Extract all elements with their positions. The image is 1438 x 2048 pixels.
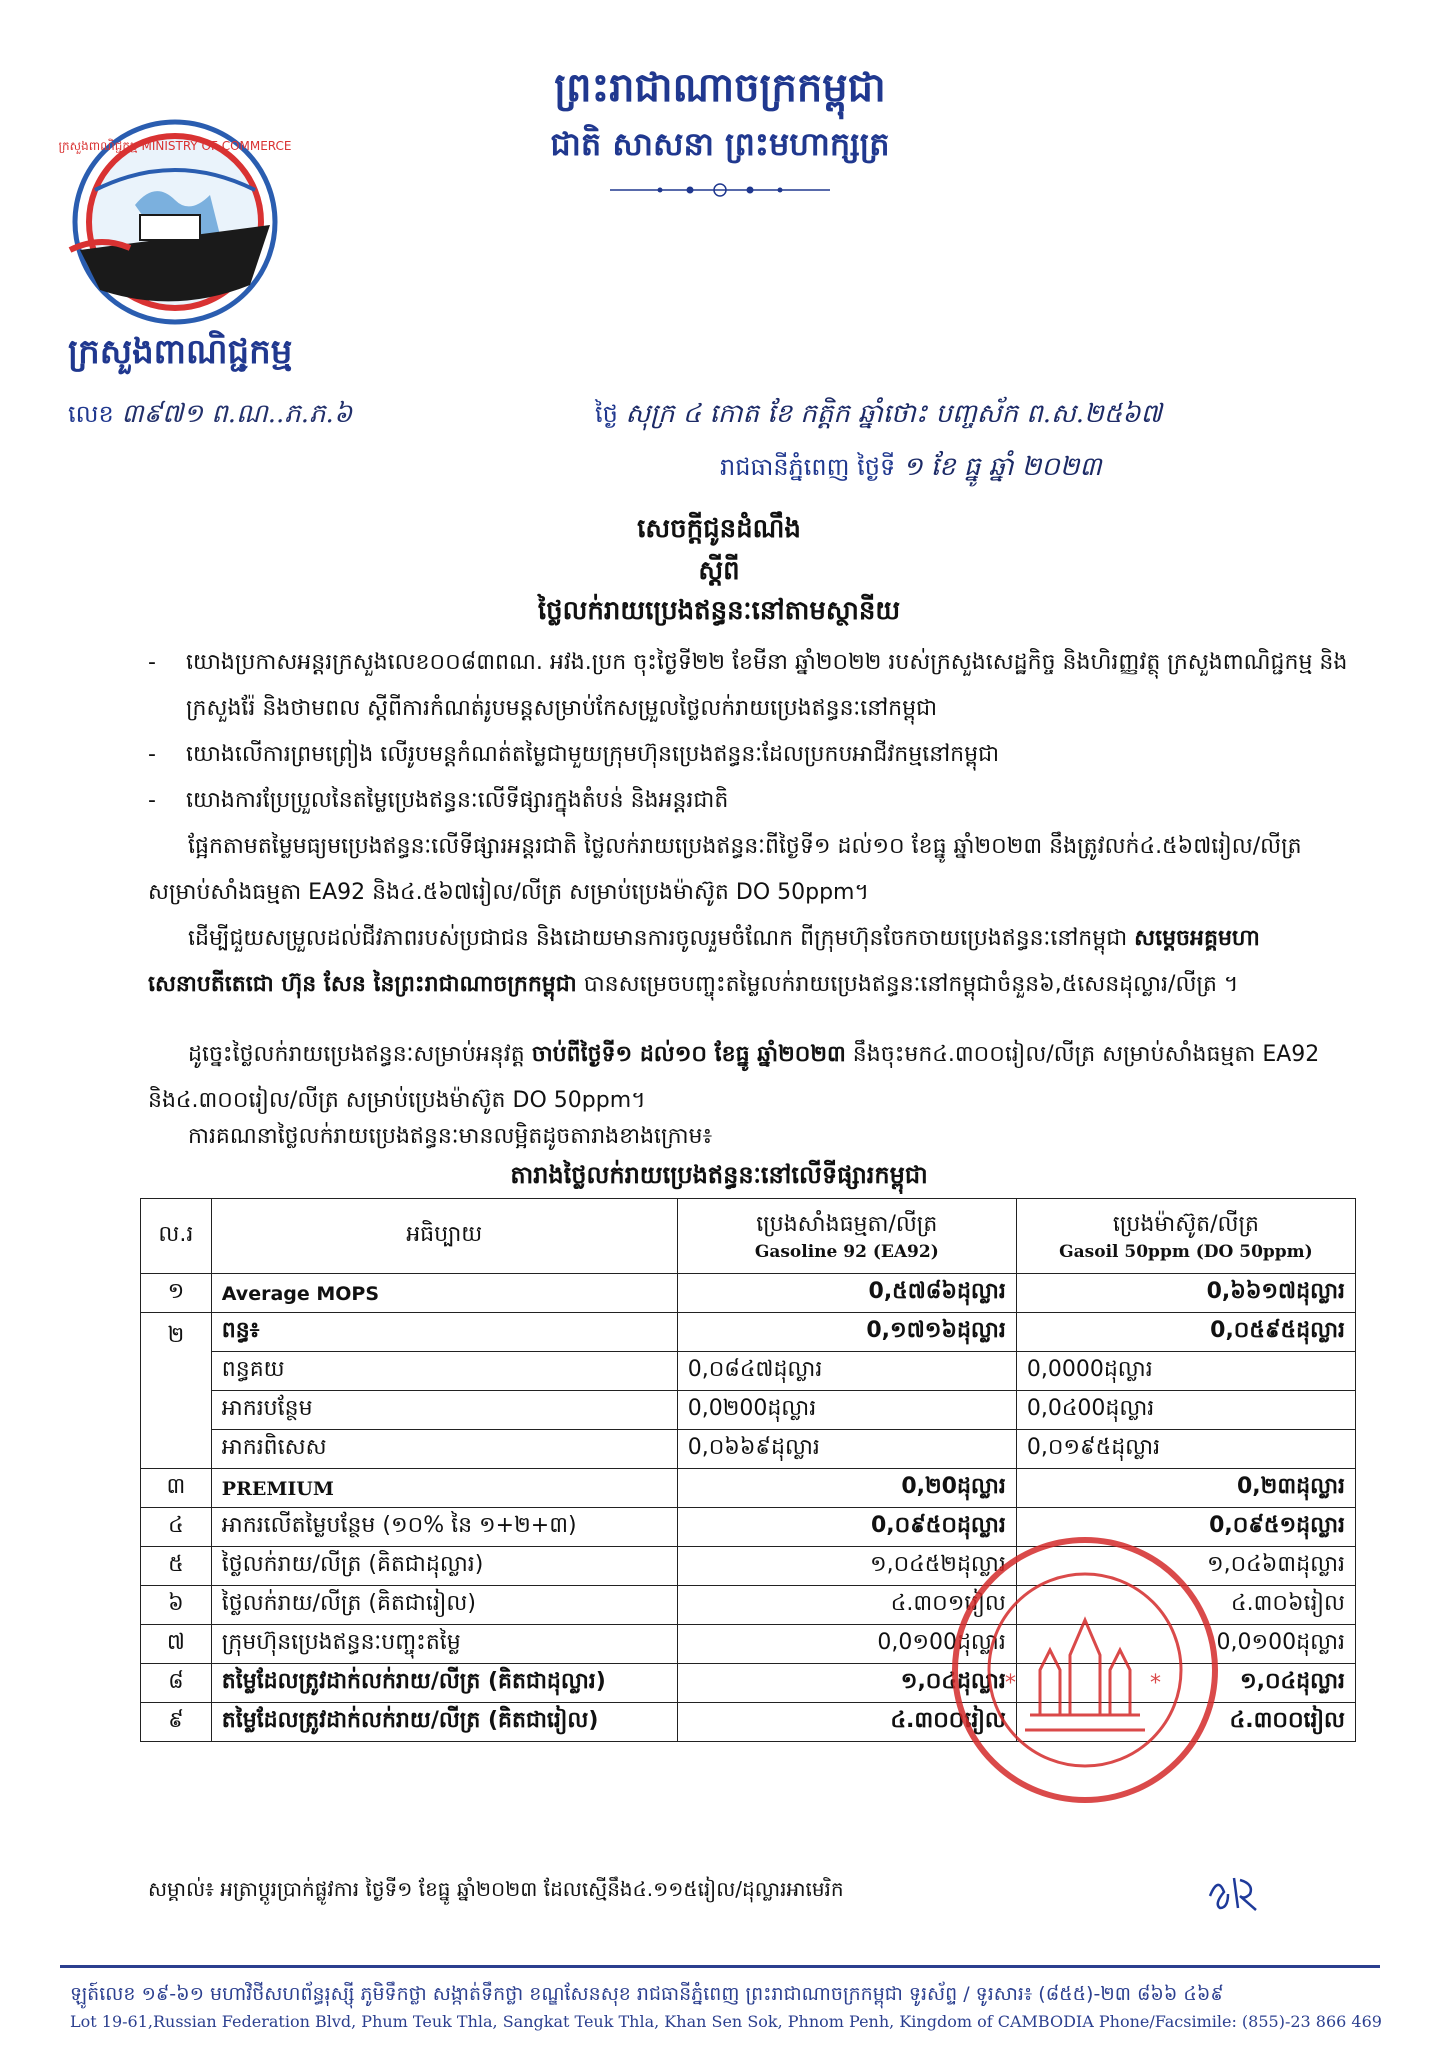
- header-gasoline-en: Gasoline 92 (EA92): [754, 1242, 939, 1262]
- reference-line: [68, 397, 352, 435]
- row-desc: អាករលើតម្លៃបន្ថែម (១០% នៃ ១+២+៣): [211, 1508, 677, 1547]
- paragraph-table-intro: ការគណនាថ្លៃលក់រាយប្រេងឥន្ធនៈមានលម្អិតដូចតារាងខាងក្រោម៖: [188, 1124, 713, 1149]
- footer-address-khmer: ឡូត៍លេខ ១៩-៦១ មហាវិថីសហព័ន្ធរុស្ស៊ី ភូមិទឹកថ្លា សង្កាត់ទឹកថ្លា ខណ្ឌសែនសុខ រាជធានីភ្នំពេញ ព្រះរាជាណាចក្រកម្ពុជា ទូរស័ព្ទ / ទូរសារ៖ (៨៥៥)-២៣ ៨៦៦ ៤៦៩: [70, 1983, 1224, 2005]
- footer-address-english: Lot 19-61,Russian Federation Blvd, Phum Teuk Thla, Sangkat Teuk Thla, Khan Sen Sok, Phnom Penh, Kingdom of CAMBODIA Phone/Facsimile: (855)-23 866 469: [70, 2012, 1382, 2031]
- row-diesel: ១,០៤៦៣ដុល្លារ: [1016, 1547, 1355, 1586]
- table-row: [141, 1469, 1356, 1508]
- row-no: ៤: [141, 1508, 212, 1547]
- row-no: ៥: [141, 1547, 212, 1586]
- row-gasoline: 0,១៧១៦ដុល្លារ: [677, 1313, 1016, 1352]
- row-diesel: ១,០៤ដុល្លារ: [1016, 1664, 1355, 1703]
- paragraph-market-price: ផ្អែកតាមតម្លៃមធ្យមប្រេងឥន្ធនៈលើទីផ្សារអន្តរជាតិ ថ្លៃលក់រាយប្រេងឥន្ធនៈពីថ្ងៃទី១ ដល់១០ ខែធ្នូ ឆ្នាំ២០២៣ នឹងត្រូវលក់៤.៥៦៧រៀល/លីត្រ សម្រាប់សាំងធម្មតា EA92 និង៤.៥៦៧រៀល/លីត្រ សម្រាប់ប្រេងម៉ាស៊ូត DO 50ppm។: [148, 834, 1302, 905]
- gregorian-date: [720, 450, 1102, 488]
- header-gasoline-km: ប្រេងសាំងធម្មតា/លីត្រ: [756, 1212, 938, 1237]
- row-no: ៣: [141, 1469, 212, 1508]
- row-gasoline: 0,០៨៤៧ដុល្លារ: [677, 1352, 1016, 1391]
- row-no: ៦: [141, 1586, 212, 1625]
- paragraph-final-outro: នឹងចុះមក៤.៣០០រៀល/លីត្រ សម្រាប់សាំងធម្មតា EA92 និង៤.៣០០រៀល/លីត្រ សម្រាប់ប្រេងម៉ាស៊ូត DO 50ppm។: [148, 1042, 1320, 1113]
- row-desc: តម្លៃដែលត្រូវដាក់លក់រាយ/លីត្រ (គិតជារៀល): [211, 1703, 677, 1742]
- row-desc-text: Average MOPS: [221, 1282, 380, 1305]
- lunar-date: [595, 397, 1162, 435]
- header-diesel-km: ប្រេងម៉ាស៊ូត/លីត្រ: [1112, 1212, 1260, 1237]
- row-desc-text: PREMIUM: [221, 1477, 334, 1500]
- header-no: ល.រ: [141, 1199, 212, 1274]
- row-no: ៩: [141, 1703, 212, 1742]
- row-diesel: 0,០១៩៥ដុល្លារ: [1016, 1430, 1355, 1469]
- footer-rule: [60, 1965, 1380, 1968]
- ministry-name: ក្រសួងពាណិជ្ជកម្ម: [68, 332, 293, 372]
- stamp-star-icon: *: [1005, 1671, 1016, 1696]
- row-desc: ថ្លៃលក់រាយ/លីត្រ (គិតជារៀល): [211, 1586, 677, 1625]
- row-gasoline: 0,០៦៦៩ដុល្លារ: [677, 1430, 1016, 1469]
- row-gasoline: ៤.៣០១រៀល: [677, 1586, 1016, 1625]
- row-diesel: 0,២៣ដុល្លារ: [1016, 1469, 1355, 1508]
- row-desc: [211, 1274, 677, 1313]
- bullet-item: - យោងការប្រែប្រួលនៃតម្លៃប្រេងឥន្ធនៈលើទីផ្សារក្នុងតំបន់ និងអន្តរជាតិ: [148, 778, 1368, 824]
- document-about: ស្តីពី: [698, 556, 740, 586]
- reference-bullets: [148, 640, 1368, 824]
- row-no: ១: [141, 1274, 212, 1313]
- stamp-star-icon: *: [1150, 1671, 1161, 1696]
- row-diesel: 0,៦៦១៧ដុល្លារ: [1016, 1274, 1355, 1313]
- lunar-date-label: ថ្ងៃ: [595, 400, 618, 428]
- reference-number: ៣៩៧១ ព.ណ..ភ.ភ.៦: [121, 399, 353, 429]
- row-diesel: 0,0៤00ដុល្លារ: [1016, 1391, 1355, 1430]
- paragraph-discount-outro: បានសម្រេចបញ្ចុះតម្លៃលក់រាយប្រេងឥន្ធនៈនៅកម្ពុជាចំនួន៦,៥សេនដុល្លារ/លីត្រ ។: [576, 972, 1239, 997]
- row-desc: ថ្លៃលក់រាយ/លីត្រ (គិតជាដុល្លារ): [211, 1547, 677, 1586]
- row-diesel: 0,០៥៩៥ដុល្លារ: [1016, 1313, 1355, 1352]
- document-type: សេចក្តីជូនដំណឹង: [637, 514, 801, 544]
- row-gasoline: 0,0១00ដុល្លារ: [677, 1625, 1016, 1664]
- initials-signature: [1200, 1866, 1270, 1916]
- row-desc: អាករពិសេស: [211, 1430, 677, 1469]
- table-title: តារាងថ្លៃលក់រាយប្រេងឥន្ធនៈនៅលើទីផ្សារកម្ពុជា: [510, 1161, 928, 1189]
- header-gasoline: [677, 1199, 1016, 1274]
- paragraph-final-price: [148, 1032, 1368, 1124]
- national-motto: ជាតិ សាសនា ព្រះមហាក្សត្រ: [550, 125, 890, 163]
- table-row: [141, 1313, 1356, 1352]
- row-diesel: ៤.៣០០រៀល: [1016, 1703, 1355, 1742]
- lunar-date-value: សុក្រ ៤ កោត ខែ កត្តិក ឆ្នាំថោះ បញ្ចស័ក ព.ស.២៥៦៧: [625, 399, 1162, 429]
- row-gasoline: ៤.៣០០រៀល: [677, 1703, 1016, 1742]
- bullet-item: - យោងប្រកាសអន្តរក្រសួងលេខ០០៨៣ពណ. អវង.ប្រក ចុះថ្ងៃទី២២ ខែមីនា ឆ្នាំ២០២២ របស់ក្រសួងសេដ្ឋកិច្ច និងហិរញ្ញវត្ថុ ក្រសួងពាណិជ្ជកម្ម និងក្រសួងរ៉ែ និងថាមពល ស្តីពីការកំណត់រូបមន្តសម្រាប់កែសម្រួលថ្លៃលក់រាយប្រេងឥន្ធនៈនៅកម្ពុជា: [148, 640, 1368, 732]
- bullet-item: - យោងលើការព្រមព្រៀង លើរូបមន្តកំណត់តម្លៃជាមួយក្រុមហ៊ុនប្រេងឥន្ធនៈដែលប្រកបអាជីវកម្មនៅកម្ពុជា: [148, 732, 1368, 778]
- table-row: [141, 1352, 1356, 1391]
- row-desc: ពន្ធ៖: [211, 1313, 677, 1352]
- ornament-divider: [600, 178, 840, 202]
- row-diesel: 0,0១00ដុល្លារ: [1016, 1625, 1355, 1664]
- row-diesel: 0,0000ដុល្លារ: [1016, 1352, 1355, 1391]
- gregorian-date-label: រាជធានីភ្នំពេញ ថ្ងៃទី: [720, 453, 896, 481]
- paragraph-discount: [148, 916, 1368, 1008]
- table-row: [141, 1274, 1356, 1313]
- row-desc: [211, 1469, 677, 1508]
- kingdom-heading: ព្រះរាជាណាចក្រកម្ពុជា: [554, 65, 886, 111]
- document-subject: ថ្លៃលក់រាយប្រេងឥន្ធនៈនៅតាមស្ថានីយ: [537, 596, 901, 626]
- row-gasoline: ១,០៤ដុល្លារ: [677, 1664, 1016, 1703]
- row-gasoline: 0,៥៧៨៦ដុល្លារ: [677, 1274, 1016, 1313]
- row-no: ៨: [141, 1664, 212, 1703]
- row-desc: ក្រុមហ៊ុនប្រេងឥន្ធនៈបញ្ចុះតម្លៃ: [211, 1625, 677, 1664]
- table-row: [141, 1391, 1356, 1430]
- exchange-rate-note: សម្គាល់៖ អត្រាប្តូរប្រាក់ផ្លូវការ ថ្ងៃទី១ ខែធ្នូ ឆ្នាំ២០២៣ ដែលស្មើនឹង៤.១១៥រៀល/ដុល្លារអាមេរិក: [148, 1877, 844, 1901]
- row-desc: ពន្ធគយ: [211, 1352, 677, 1391]
- row-diesel: 0,០៩៥១ដុល្លារ: [1016, 1508, 1355, 1547]
- header-diesel: [1016, 1199, 1355, 1274]
- ministry-logo: [40, 110, 310, 340]
- row-desc: អាករបន្ថែម: [211, 1391, 677, 1430]
- row-desc: តម្លៃដែលត្រូវដាក់លក់រាយ/លីត្រ (គិតជាដុល្លារ): [211, 1664, 677, 1703]
- official-stamp: [945, 1530, 1225, 1810]
- paragraph-discount-intro: ដើម្បីជួយសម្រួលដល់ជីវភាពរបស់ប្រជាជន និងដោយមានការចូលរួមចំណែក ពីក្រុមហ៊ុនចែកចាយប្រេងឥន្ធនៈនៅកម្ពុជា: [188, 926, 1135, 951]
- header-desc: អធិប្បាយ: [211, 1199, 677, 1274]
- row-diesel: ៤.៣០៦រៀល: [1016, 1586, 1355, 1625]
- row-gasoline: ១,០៤៥២ដុល្លារ: [677, 1547, 1016, 1586]
- gregorian-date-value: ១ ខែ ធ្នូ ឆ្នាំ ២០២៣: [902, 452, 1102, 482]
- logo-text: ក្រសួងពាណិជ្ជកម្ម MINISTRY OF COMMERCE: [58, 139, 292, 153]
- paragraph-discount-bold: សម្តេចអគ្គមហាសេនាបតីតេជោ ហ៊ុន សែន នៃព្រះរាជាណាចក្រកម្ពុជា: [148, 926, 1260, 997]
- row-gasoline: 0,0២00ដុល្លារ: [677, 1391, 1016, 1430]
- header-diesel-en: Gasoil 50ppm (DO 50ppm): [1059, 1242, 1313, 1262]
- table-row: [141, 1430, 1356, 1469]
- table-header-row: [141, 1199, 1356, 1274]
- paragraph-final-intro: ដូច្នេះថ្លៃលក់រាយប្រេងឥន្ធនៈសម្រាប់អនុវត្ត: [188, 1042, 532, 1067]
- reference-label: លេខ: [68, 400, 114, 428]
- row-gasoline: 0,០៩៥០ដុល្លារ: [677, 1508, 1016, 1547]
- row-gasoline: 0,២0ដុល្លារ: [677, 1469, 1016, 1508]
- row-no: ២: [141, 1313, 212, 1469]
- paragraph-final-bold: ចាប់ពីថ្ងៃទី១ ដល់១០ ខែធ្នូ ឆ្នាំ២០២៣: [531, 1042, 846, 1067]
- row-no: ៧: [141, 1625, 212, 1664]
